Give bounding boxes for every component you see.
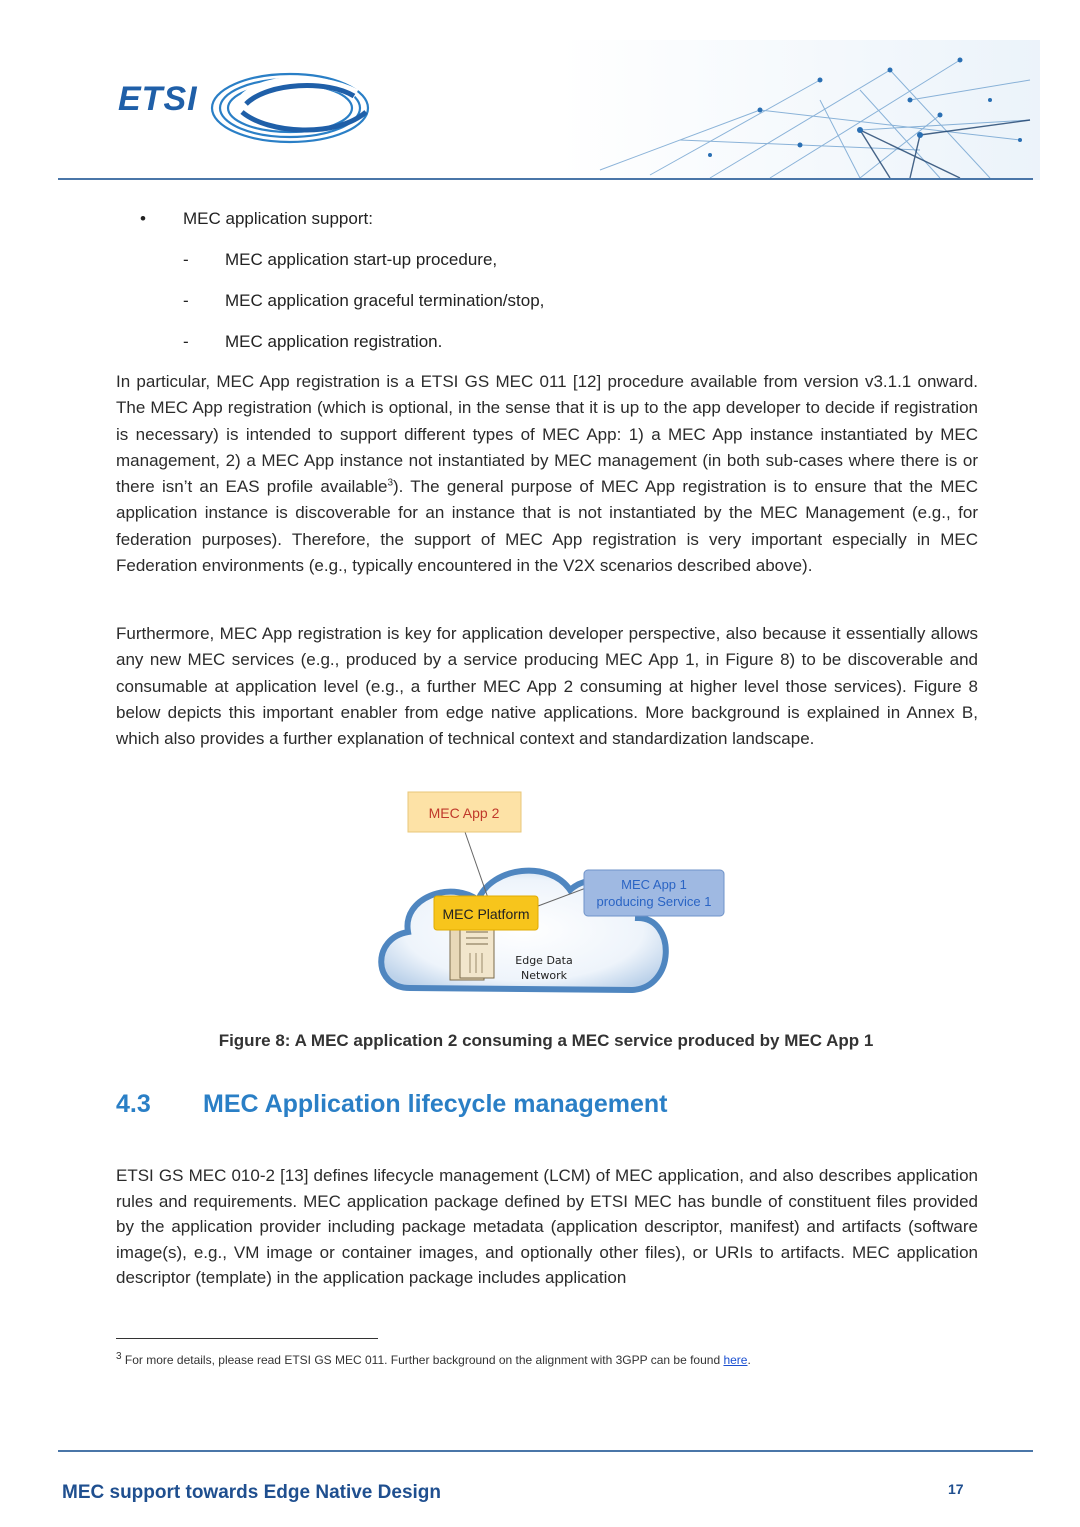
sub-list-item: MEC application start-up procedure, [225,250,498,269]
server-icon [450,924,494,980]
edge-network-sublabel: Network [521,969,567,982]
mec-app1-label: MEC App 1 [621,877,687,892]
paragraph-text: In particular, MEC App registration is a ETSI GS MEC 011 [12] procedure available from version v3.1.1 onward. The MEC App registration (which is optional, in the sense that it is up to the app developer to decide if registration is necessary) is intended to support different types of MEC App: 1) a MEC App instance instantiated by MEC management, 2) a MEC App instance not instantiated by MEC management (in both sub-cases where there is or there isn’t an EAS profile available [116,372,978,497]
paragraph-registration [116,369,978,579]
footnote-text: For more details, please read ETSI GS MEC 011. Further background on the alignment with 3GPP can be found [124,1353,724,1367]
edge-network-label: Edge Data [515,954,573,967]
section-number: 4.3 [116,1090,151,1118]
dash-marker: - [183,332,189,351]
etsi-logo [118,68,378,152]
figure-caption: Figure 8: A MEC application 2 consuming a MEC service produced by MEC App 1 [218,1031,874,1050]
paragraph-lcm: ETSI GS MEC 010-2 [13] defines lifecycle management (LCM) of MEC application, and also describes application rules and requirements. MEC application package defined by ETSI MEC has bundle of constituent files provided by the application provider including package metadata (application descriptor, manifest) and artifacts (software image(s), e.g., VM image or container images, and optionally other files), or URIs to artifacts. MEC application descriptor (template) in the application package includes application [116,1166,978,1287]
footnote-number: 3 [116,1351,122,1362]
sub-list-item: MEC application registration. [225,332,443,351]
network-graphic-icon [560,40,1040,180]
figure-mec-diagram [370,788,730,1014]
mec-app1-sublabel: producing Service 1 [596,894,712,909]
mec-platform-label: MEC Platform [442,906,530,922]
logo-text: ETSI [118,80,198,118]
footnote-ref[interactable]: 3 [387,477,393,489]
footnote [116,1353,751,1367]
paragraph-developer-perspective: Furthermore, MEC App registration is key for application developer perspective, also because it essentially allows any new MEC services (e.g., produced by a service producing MEC App 1, in Figure 8) to be discoverable and consumable at application level (e.g., a further MEC App 2 consuming at higher level those services). Figure 8 below depicts this important enabler from edge native applications. More background is explained in Annex B, which also provides a further explanation of technical context and standardization landscape. [116,624,978,749]
sub-list-item: MEC application graceful termination/stop, [225,291,545,310]
page-number: 17 [948,1481,964,1497]
section-title: MEC Application lifecycle management [203,1090,668,1118]
logo-swirl-icon [118,68,378,152]
footer-title: MEC support towards Edge Native Design [62,1482,441,1503]
paragraph-text: ). The general purpose of MEC App registration is to ensure that the MEC application instance is discoverable for an instance that is not instantiated by the MEC Management (e.g., for federation purposes). Therefore, the support of MEC App registration is very important especially in MEC Federation environments (e.g., typically encountered in the V2X scenarios described above). [116,477,978,576]
bullet-marker: • [140,209,146,228]
footer-divider [58,1450,1033,1452]
mec-app2-label: MEC App 2 [428,805,500,821]
dash-marker: - [183,250,189,269]
footnote-divider [116,1338,378,1339]
footnote-link[interactable]: here [723,1353,748,1367]
connector-line [465,832,488,898]
bullet-item: MEC application support: [183,209,373,228]
dash-marker: - [183,291,189,310]
page-header [0,0,1080,185]
header-divider [58,178,1033,180]
footnote-end: . [747,1353,751,1367]
